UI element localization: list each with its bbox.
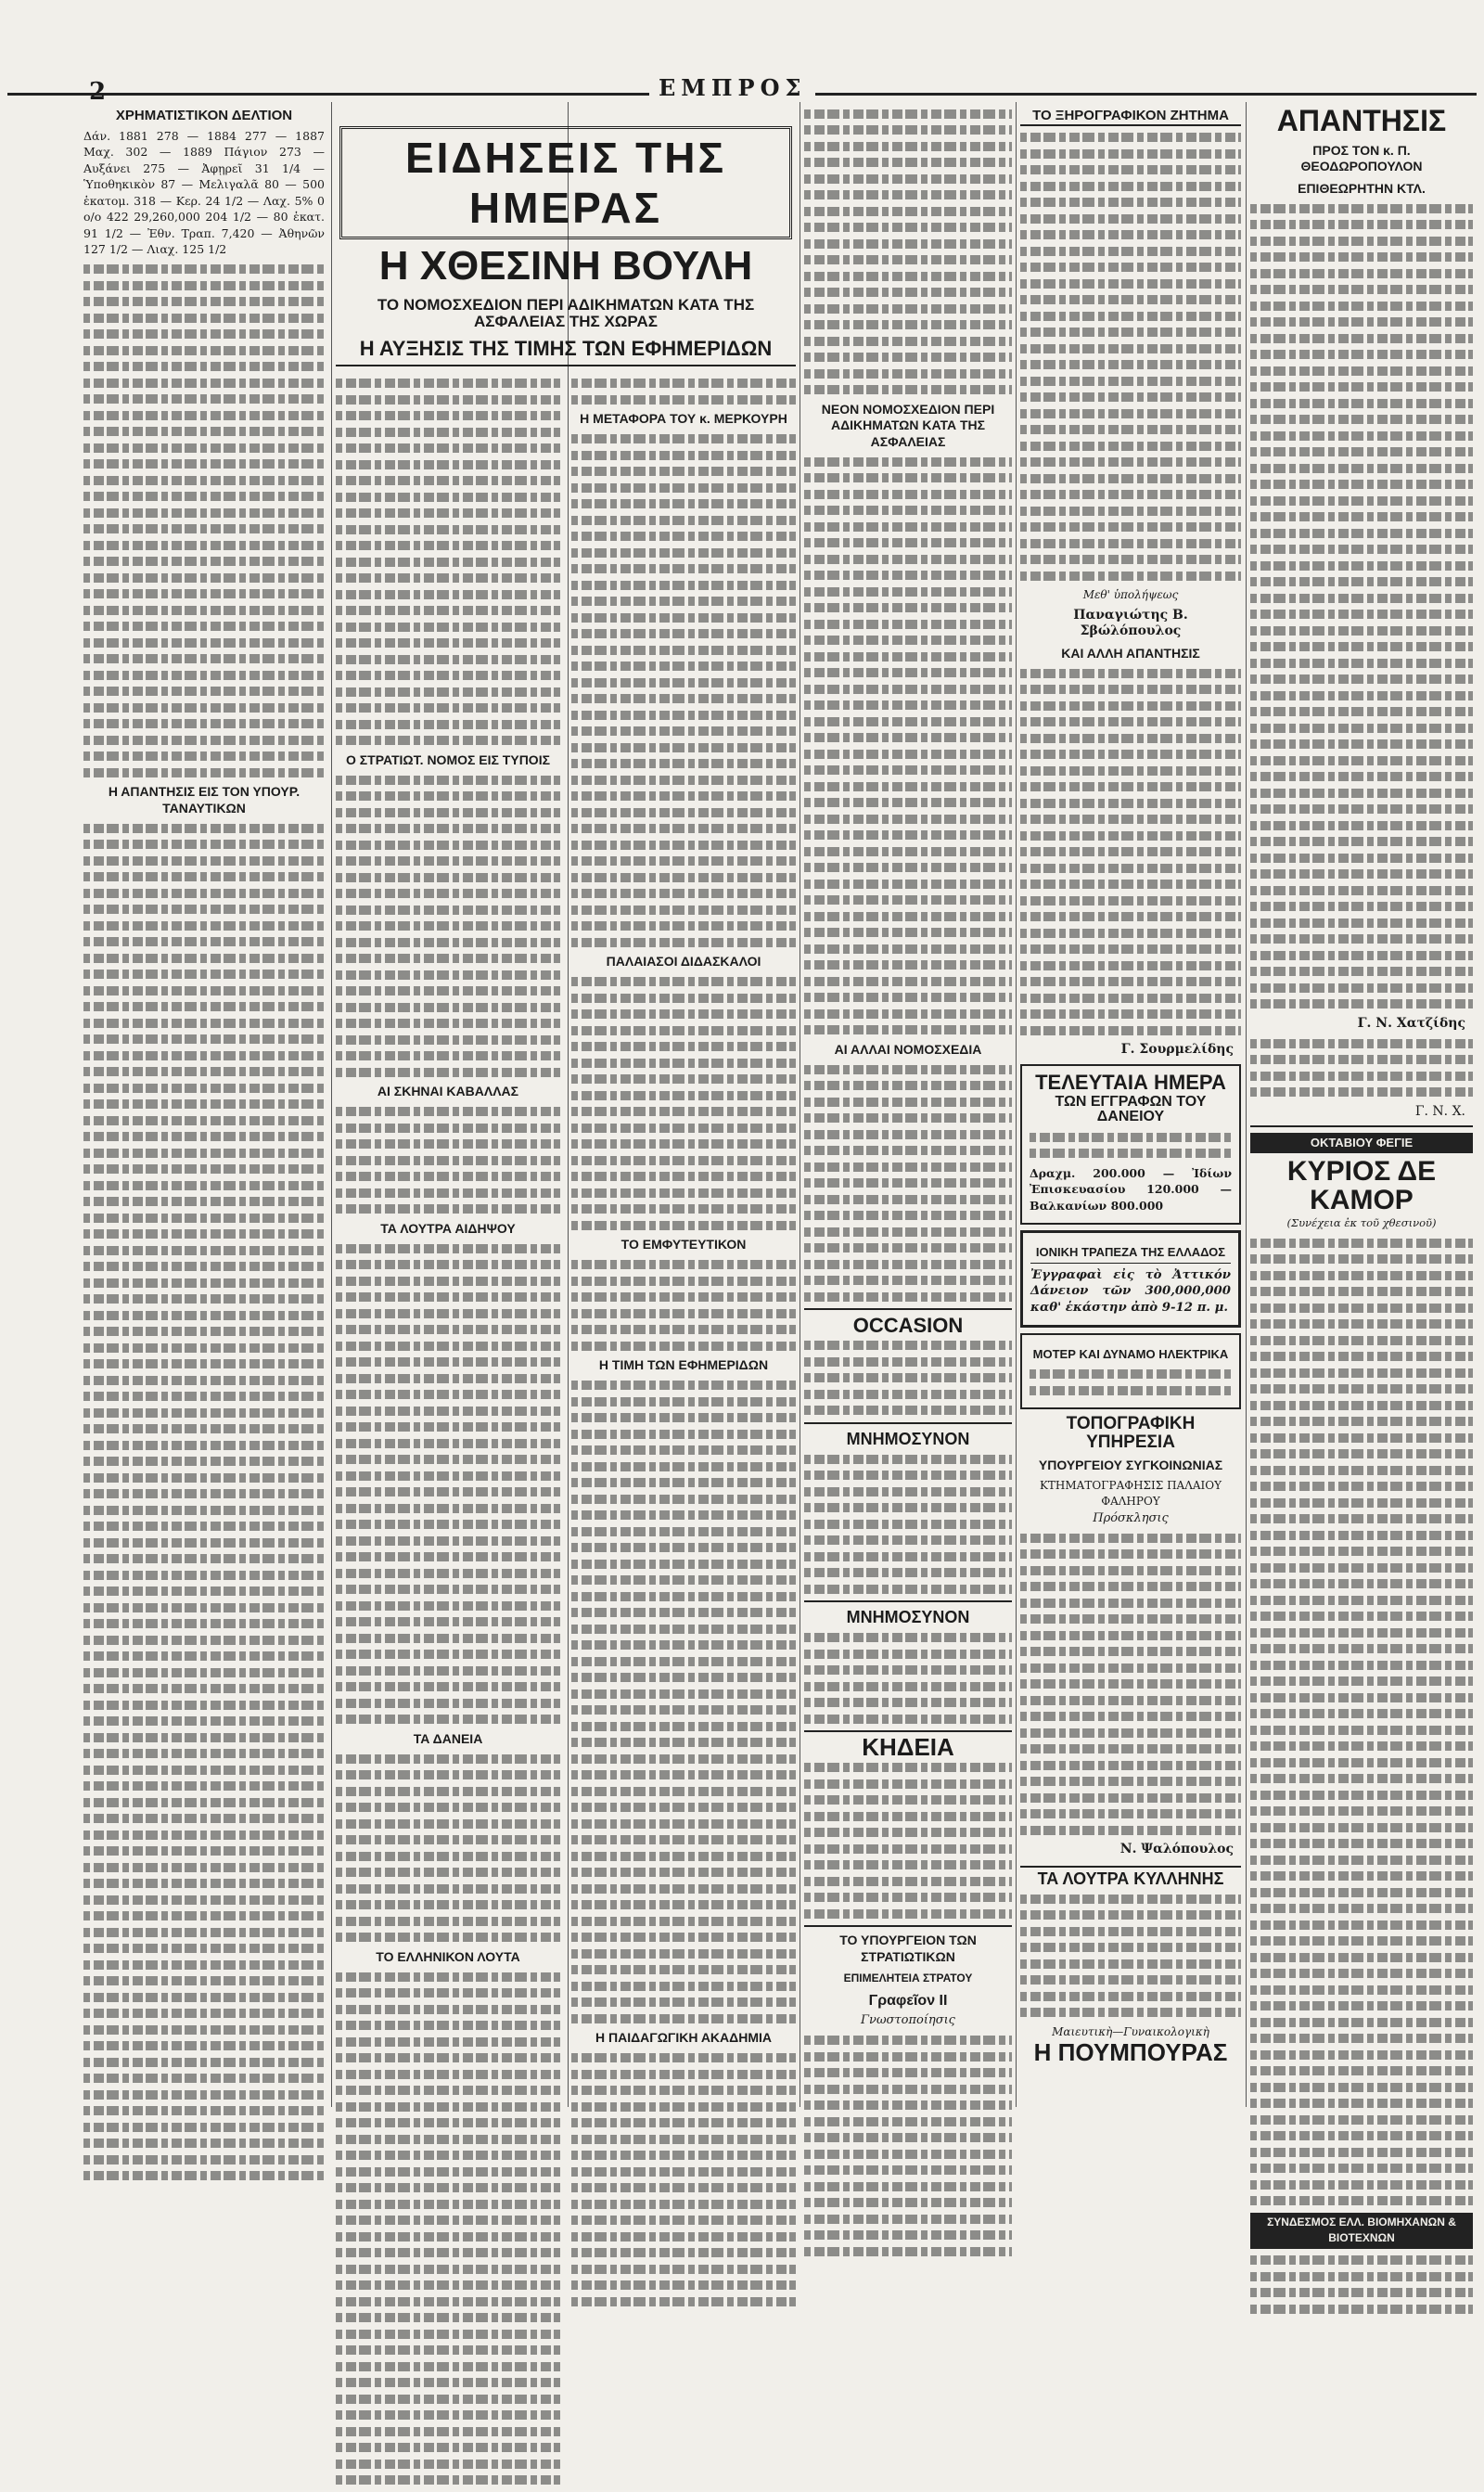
column-1 [83,102,325,2107]
news-column-left [336,372,560,2492]
main-subheadline: ΤΟ ΝΟΜΟΣΧΕΔΙΟΝ ΠΕΡΙ ΑΔΙΚΗΜΑΤΩΝ ΚΑΤΑ ΤΗΣ ΑΣΦΑΛΕΙΑΣ ΤΗΣ ΧΩΡΑΣ [377,296,755,331]
market-bulletin-text: Δάν. 1881 278 — 1884 277 — 1887 Μαχ. 302 — 1889 Πάγιον 273 — Αυξάνει 275 — Ἀφῃρεῖ 31 1/4 — Ὑποθηκικὸν 87 — Μελιγαλᾶ 80 — 500 ἑκατομ. 318 — Κερ. 24 1/2 — Λαχ. 5% 0 ο/ο 422 29,260,000 204 1/2 — 80 ἑκατ. 91 1/2 — Ἐθν. Τραπ. 7,420 — Ἀθηνῶν 127 1/2 — Λιαχ. 125 1/2 [83,128,325,256]
army-notice-title: ΤΟ ΥΠΟΥΡΓΕΙΟΝ ΤΩΝ ΣΤΡΑΤΙΩΤΙΚΩΝ [839,1933,977,1964]
army-notice-office: Γραφεῖον ΙΙ [868,1992,948,2009]
baths-title: ΤΑ ΛΟΥΤΡΑ ΚΥΛΛΗΝΗΣ [1020,1866,1241,1888]
clinic-title: Η ΠΟΥΜΠΟΥΡΑΣ [1033,2038,1228,2067]
section-heading: ΚΑΙ ΑΛΛΗ ΑΠΑΝΤΗΣΙΣ [1061,645,1200,661]
memorial-title: ΜΝΗΜΟΣΥΝΟΝ [846,1429,970,1448]
loan-advert-amounts: Δραχμ. 200.000 — Ἰδίων Ἐπισκευασίου 120.000 — Βαλκανίων 800.000 [1030,1165,1232,1213]
section-heading: ΤΑ ΔΑΝΕΙΑ [413,1730,483,1746]
bank-title: ΙΟΝΙΚΗ ΤΡΑΠΕΖΑ ΤΗΣ ΕΛΛΑΔΟΣ [1030,1244,1231,1264]
section-heading: ΤΟ ΞΗΡΟΓΡΑΦΙΚΟΝ ΖΗΤΗΜΑ [1020,108,1241,126]
reply-subtitle-2: ΕΠΙΘΕΩΡΗΤΗΝ ΚΤΛ. [1298,180,1426,196]
serial-author: ΟΚΤΑΒΙΟΥ ΦΕΓΙΕ [1250,1133,1473,1153]
loan-advert [1020,1064,1241,1226]
footer-notice-title: ΣΥΝΔΕΣΜΟΣ ΕΛΛ. ΒΙΟΜΗΧΑΝΩΝ & ΒΙΟΤΕΧΝΩΝ [1250,2213,1473,2249]
signature: Γ. Ν. Χατζίδης [1357,1015,1465,1031]
column-rule [1246,102,1247,2107]
article-heading: Η ΑΠΑΝΤΗΣΙΣ ΕΙΣ ΤΟΝ ΥΠΟΥΡ. ΤΑΝΑΥΤΙΚΩΝ [108,784,301,816]
initials: Γ. Ν. Χ. [1414,1103,1465,1119]
bank-advert [1020,1230,1241,1328]
section-heading: ΤΑ ΛΟΥΤΡΑ ΑΙΔΗΨΟΥ [380,1220,516,1236]
serial-title: ΚΥΡΙΟΣ ΔΕ ΚΑΜΟΡ [1286,1155,1437,1216]
signature: Ν. Ψαλόπουλος [1119,1842,1234,1857]
army-notice-kind: Γνωστοποίησις [861,2013,955,2027]
memorial-title: ΜΝΗΜΟΣΥΝΟΝ [846,1608,970,1626]
page-number: 2 [89,78,107,106]
main-headline: Η ΧΘΕΣΙΝΗ ΒΟΥΛΗ [378,243,753,289]
column-6 [1250,102,1473,2245]
motors-advert [1020,1333,1241,1409]
clinic-line: Μαιευτικὴ—Γυναικολογικὴ [1052,2024,1209,2038]
section-heading: ΤΟ ΕΜΦΥΤΕΥΤΙΚΟΝ [620,1237,747,1252]
column-5 [1020,102,1241,2107]
serial-continuation: (Συνέχεια ἐκ τοῦ χθεσινοῦ) [1286,1215,1437,1229]
bank-text: Ἐγγραφαὶ εἰς τὸ Ἀττικόν Δάνειον τῶν 300,000,000 καθ' ἑκάστην ἀπὸ 9-12 π. μ. [1030,1267,1231,1315]
reply-subtitle: ΠΡΟΣ ΤΟΝ κ. Π. ΘΕΟΔΩΡΟΠΟΥΛΟΝ [1300,142,1423,174]
news-kicker: ΕΙΔΗΣΕΙΣ ΤΗΣ ΗΜΕΡΑΣ [339,126,792,239]
main-subheadline-2: Η ΑΥΞΗΣΙΣ ΤΗΣ ΤΙΜΗΣ ΤΩΝ ΕΦΗΜΕΡΙΔΩΝ [359,336,773,360]
news-block [336,102,796,2107]
market-bulletin-heading: ΧΡΗΜΑΤΙΣΤΙΚΟΝ ΔΕΛΤΙΟΝ [115,108,293,123]
survey-kind: Πρόσκλησις [1093,1510,1169,1525]
section-heading: ΑΙ ΣΚΗΝΑΙ ΚΑΒΑΛΛΑΣ [377,1084,519,1099]
masthead-title: ΕΜΠΡΟΣ [649,74,815,101]
signature: Παναγιώτης Β. Σβώλόπουλος [1073,607,1188,638]
loan-advert-subtitle: ΤΩΝ ΕΓΓΡΑΦΩΝ ΤΟΥ ΔΑΝΕΙΟΥ [1055,1093,1207,1125]
column-rule [331,102,332,2107]
column-rule [1016,102,1017,2107]
section-heading: ΠΑΛΑΙΑΣΟΙ ΔΙΔΑΣΚΑΛΟΙ [606,954,761,970]
survey-department: ΚΤΗΜΑΤΟΓΡΑΦΗΣΙΣ ΠΑΛΑΙΟΥ ΦΑΛΗΡΟΥ [1039,1478,1222,1509]
survey-subtitle: ΥΠΟΥΡΓΕΙΟΥ ΣΥΓΚΟΙΝΩΝΙΑΣ [1038,1458,1223,1473]
reply-title: ΑΠΑΝΤΗΣΙΣ [1276,104,1447,137]
signature: Γ. Σουρμελίδης [1120,1042,1234,1057]
signature-lead: Μεθ' ὑπολήψεως [1082,588,1179,601]
section-heading: Η ΠΑΙΔΑΓΩΓΙΚΗ ΑΚΑΔΗΜΙΑ [595,2030,772,2046]
section-heading: Η ΤΙΜΗ ΤΩΝ ΕΦΗΜΕΡΙΔΩΝ [598,1357,769,1373]
section-heading: Η ΜΕΤΑΦΟΡΑ ΤΟΥ κ. ΜΕΡΚΟΥΡΗ [580,411,787,427]
section-heading: Ο ΣΤΡΑΤΙΩΤ. ΝΟΜΟΣ ΕΙΣ ΤΥΠΟΙΣ [346,751,550,767]
funeral-title: ΚΗΔΕΙΑ [862,1733,954,1761]
loan-advert-title: ΤΕΛΕΥΤΑΙΑ ΗΜΕΡΑ [1035,1070,1226,1094]
news-column-right [571,372,796,2314]
column-4 [804,102,1012,2107]
survey-title: ΤΟΠΟΓΡΑΦΙΚΗ ΥΠΗΡΕΣΙΑ [1066,1414,1196,1453]
occasion-title: OCCASION [852,1314,964,1337]
army-notice-subtitle: ΕΠΙΜΕΛΗΤΕΙΑ ΣΤΡΑΤΟΥ [843,1972,973,1985]
section-heading: ΤΟ ΕΛΛΗΝΙΚΟΝ ΛΟΥΤΑ [376,1948,520,1964]
motors-title: ΜΟΤΕΡ ΚΑΙ ΔΥΝΑΜΟ ΗΛΕΚΤΡΙΚΑ [1032,1347,1229,1362]
section-heading: ΝΕΟΝ ΝΟΜΟΣΧΕΔΙΟΝ ΠΕΡΙ ΑΔΙΚΗΜΑΤΩΝ ΚΑΤΑ ΤΗΣ ΑΣΦΑΛΕΙΑΣ [821,401,995,449]
section-heading: ΑΙ ΑΛΛΑΙ ΝΟΜΟΣΧΕΔΙΑ [834,1041,982,1057]
